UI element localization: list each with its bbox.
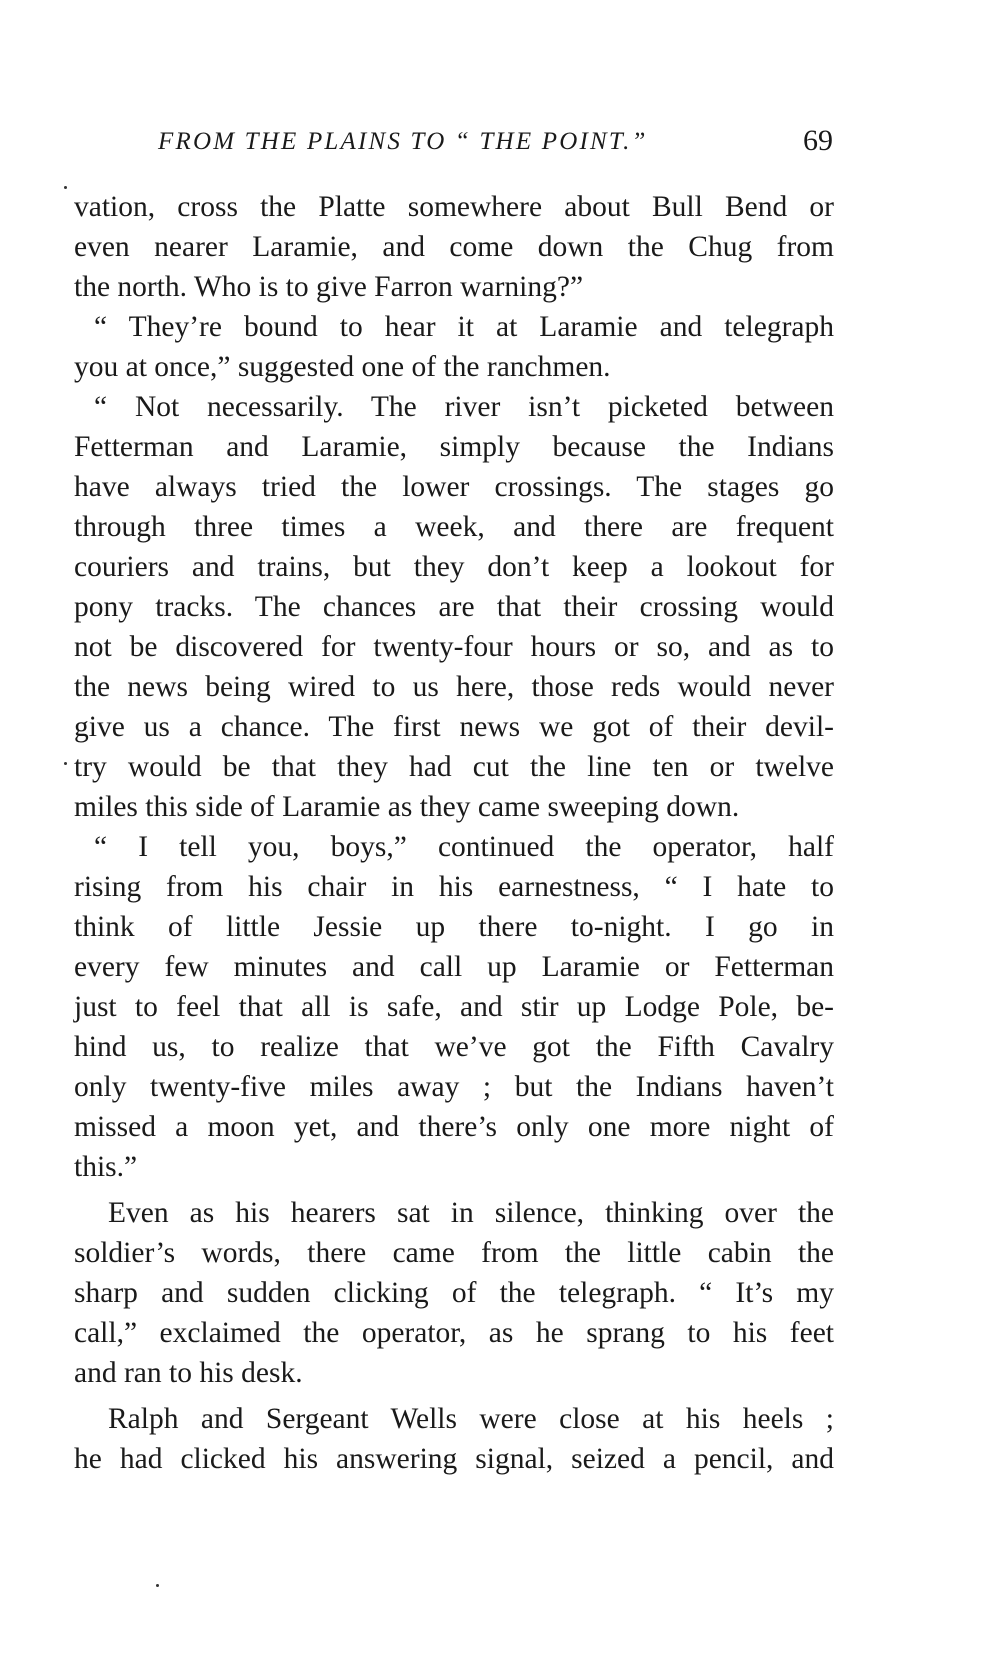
running-head <box>158 124 833 164</box>
body-text <box>74 187 834 1479</box>
text-line: call,” exclaimed the operator, as he sprang to his feet <box>74 1317 834 1349</box>
text-line: soldier’s words, there came from the little cabin the <box>74 1237 834 1269</box>
text-line: he had clicked his answering signal, seized a pencil, and <box>74 1443 834 1475</box>
paragraph <box>74 1193 834 1393</box>
text-line: this.” <box>74 1151 138 1183</box>
print-speck <box>64 762 67 765</box>
running-title: FROM THE PLAINS TO “ THE POINT.” <box>158 128 648 155</box>
text-line: and ran to his desk. <box>74 1357 303 1389</box>
text-line: Even as his hearers sat in silence, thinking over the <box>108 1197 834 1229</box>
text-line: even nearer Laramie, and come down the Chug from <box>74 231 834 263</box>
text-line: Ralph and Sergeant Wells were close at his heels ; <box>108 1403 834 1435</box>
paragraph <box>74 387 834 827</box>
text-line: have always tried the lower crossings. The stages go <box>74 471 834 503</box>
text-line: pony tracks. The chances are that their crossing would <box>74 591 834 623</box>
text-line: through three times a week, and there are frequent <box>74 511 834 543</box>
text-line: “ Not necessarily. The river isn’t picketed between <box>94 391 834 423</box>
text-line: not be discovered for twenty-four hours or so, and as to <box>74 631 834 663</box>
text-line: vation, cross the Platte somewhere about Bull Bend or <box>74 191 834 223</box>
text-line: couriers and trains, but they don’t keep a lookout for <box>74 551 834 583</box>
text-line: missed a moon yet, and there’s only one more night of <box>74 1111 834 1143</box>
text-line: “ They’re bound to hear it at Laramie and telegraph <box>94 311 834 343</box>
text-line: only twenty-five miles away ; but the Indians haven’t <box>74 1071 834 1103</box>
text-line: try would be that they had cut the line ten or twelve <box>74 751 834 783</box>
text-line: every few minutes and call up Laramie or Fetterman <box>74 951 834 983</box>
paragraph <box>74 307 834 387</box>
text-line: “ I tell you, boys,” continued the operator, half <box>94 831 834 863</box>
text-line: miles this side of Laramie as they came sweeping down. <box>74 791 740 823</box>
paragraph <box>74 827 834 1187</box>
text-line: give us a chance. The first news we got of their devil- <box>74 711 834 743</box>
text-line: you at once,” suggested one of the ranchmen. <box>74 351 611 383</box>
print-speck <box>64 186 67 189</box>
paragraph <box>74 1399 834 1479</box>
text-line: hind us, to realize that we’ve got the Fifth Cavalry <box>74 1031 834 1063</box>
text-line: the news being wired to us here, those reds would never <box>74 671 834 703</box>
paragraph <box>74 187 834 307</box>
page-number: 69 <box>803 124 833 157</box>
text-line: the north. Who is to give Farron warning?” <box>74 271 584 303</box>
print-speck <box>156 1584 159 1587</box>
text-line: rising from his chair in his earnestness, “ I hate to <box>74 871 834 903</box>
text-line: think of little Jessie up there to-night. I go in <box>74 911 834 943</box>
text-line: Fetterman and Laramie, simply because the Indians <box>74 431 834 463</box>
text-line: sharp and sudden clicking of the telegraph. “ It’s my <box>74 1277 834 1309</box>
text-line: just to feel that all is safe, and stir up Lodge Pole, be- <box>74 991 834 1023</box>
